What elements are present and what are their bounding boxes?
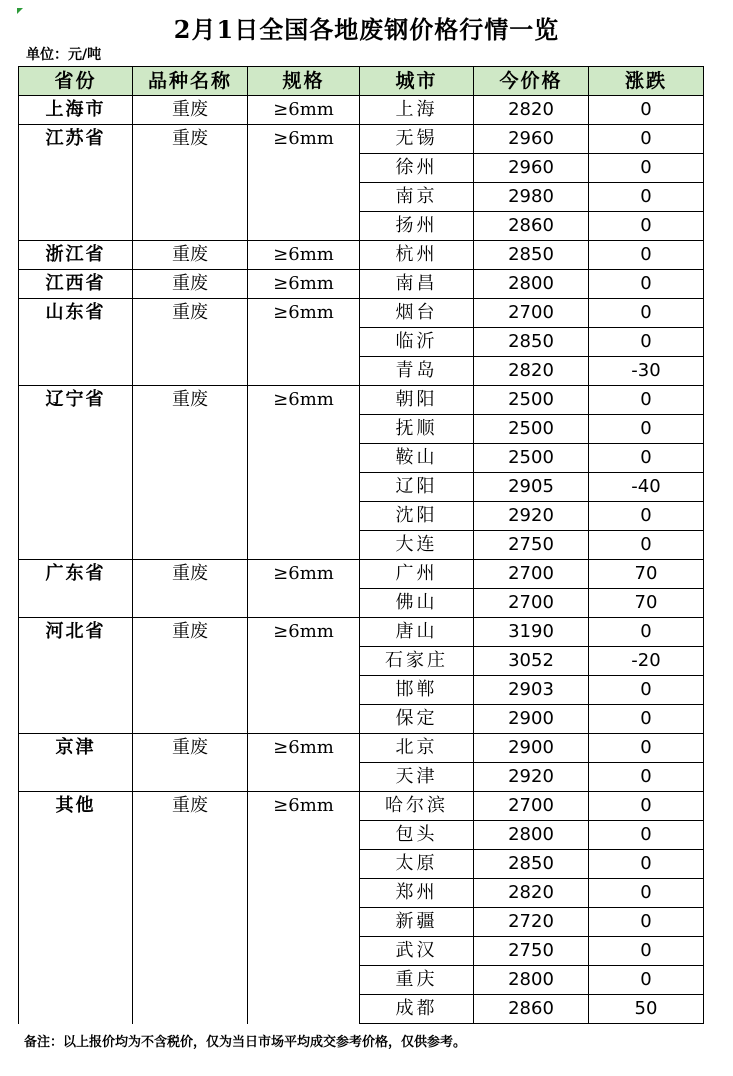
city-cell: 抚顺	[360, 415, 474, 444]
price-cell: 2900	[474, 705, 589, 734]
header-price: 今价格	[474, 67, 589, 96]
change-cell: 0	[589, 328, 704, 357]
variety-cell: 重废	[133, 560, 248, 618]
price-cell: 2860	[474, 212, 589, 241]
change-cell: 0	[589, 531, 704, 560]
table-row	[19, 96, 704, 125]
province-cell: 山东省	[19, 299, 133, 386]
city-cell: 石家庄	[360, 647, 474, 676]
spec-cell: ≥6mm	[248, 241, 360, 270]
price-cell: 2820	[474, 879, 589, 908]
city-cell: 太原	[360, 850, 474, 879]
spec-cell: ≥6mm	[248, 299, 360, 386]
city-cell: 包头	[360, 821, 474, 850]
variety-cell: 重废	[133, 792, 248, 1024]
change-cell: 0	[589, 241, 704, 270]
change-cell: 0	[589, 937, 704, 966]
change-cell: 0	[589, 415, 704, 444]
price-cell: 2750	[474, 937, 589, 966]
price-cell: 3052	[474, 647, 589, 676]
spec-cell: ≥6mm	[248, 96, 360, 125]
table-row	[19, 618, 704, 647]
table-row	[19, 734, 704, 763]
price-cell: 2860	[474, 995, 589, 1024]
city-cell: 哈尔滨	[360, 792, 474, 821]
change-cell: 50	[589, 995, 704, 1024]
city-cell: 朝阳	[360, 386, 474, 415]
city-cell: 扬州	[360, 212, 474, 241]
change-cell: 0	[589, 908, 704, 937]
change-cell: 0	[589, 444, 704, 473]
change-cell: 0	[589, 618, 704, 647]
city-cell: 北京	[360, 734, 474, 763]
header-variety: 品种名称	[133, 67, 248, 96]
price-cell: 2700	[474, 589, 589, 618]
city-cell: 大连	[360, 531, 474, 560]
price-cell: 2700	[474, 299, 589, 328]
spec-cell: ≥6mm	[248, 618, 360, 734]
change-cell: 0	[589, 734, 704, 763]
change-cell: 0	[589, 676, 704, 705]
price-cell: 2700	[474, 792, 589, 821]
city-cell: 上海	[360, 96, 474, 125]
spec-cell: ≥6mm	[248, 560, 360, 618]
price-cell: 2920	[474, 502, 589, 531]
price-cell: 2500	[474, 415, 589, 444]
price-cell: 2700	[474, 560, 589, 589]
change-cell: 0	[589, 821, 704, 850]
price-table	[18, 66, 704, 1024]
change-cell: 0	[589, 270, 704, 299]
table-row	[19, 792, 704, 821]
province-cell: 辽宁省	[19, 386, 133, 560]
price-cell: 2720	[474, 908, 589, 937]
city-cell: 重庆	[360, 966, 474, 995]
city-cell: 无锡	[360, 125, 474, 154]
change-cell: 0	[589, 850, 704, 879]
variety-cell: 重废	[133, 386, 248, 560]
city-cell: 南京	[360, 183, 474, 212]
city-cell: 鞍山	[360, 444, 474, 473]
footnote: 备注：以上报价均为不含税价，仅为当日市场平均成交参考价格，仅供参考。	[24, 1035, 467, 1050]
price-cell: 2920	[474, 763, 589, 792]
change-cell: 0	[589, 502, 704, 531]
city-cell: 武汉	[360, 937, 474, 966]
price-cell: 2980	[474, 183, 589, 212]
table-row	[19, 299, 704, 328]
city-cell: 徐州	[360, 154, 474, 183]
price-cell: 2905	[474, 473, 589, 502]
change-cell: 0	[589, 154, 704, 183]
table-row	[19, 125, 704, 154]
city-cell: 成都	[360, 995, 474, 1024]
province-cell: 浙江省	[19, 241, 133, 270]
change-cell: -40	[589, 473, 704, 502]
spec-cell: ≥6mm	[248, 734, 360, 792]
city-cell: 临沂	[360, 328, 474, 357]
province-cell: 江苏省	[19, 125, 133, 241]
change-cell: 0	[589, 386, 704, 415]
city-cell: 邯郸	[360, 676, 474, 705]
header-city: 城市	[360, 67, 474, 96]
change-cell: 0	[589, 966, 704, 995]
province-cell: 上海市	[19, 96, 133, 125]
change-cell: 70	[589, 560, 704, 589]
table-row	[19, 560, 704, 589]
city-cell: 保定	[360, 705, 474, 734]
variety-cell: 重废	[133, 618, 248, 734]
table-header-row	[19, 67, 704, 96]
price-table-body	[19, 67, 704, 1024]
city-cell: 佛山	[360, 589, 474, 618]
page-title: 2月1日全国各地废钢价格行情一览	[173, 15, 560, 44]
price-cell: 2850	[474, 328, 589, 357]
province-cell: 广东省	[19, 560, 133, 618]
city-cell: 天津	[360, 763, 474, 792]
price-cell: 2850	[474, 850, 589, 879]
price-cell: 2800	[474, 270, 589, 299]
price-cell: 2820	[474, 96, 589, 125]
price-cell: 2903	[474, 676, 589, 705]
price-cell: 2750	[474, 531, 589, 560]
header-province: 省份	[19, 67, 133, 96]
unit-label: 单位：元/吨	[26, 47, 102, 63]
province-cell: 河北省	[19, 618, 133, 734]
price-cell: 2800	[474, 966, 589, 995]
change-cell: 0	[589, 299, 704, 328]
spec-cell: ≥6mm	[248, 125, 360, 241]
variety-cell: 重废	[133, 299, 248, 386]
change-cell: -20	[589, 647, 704, 676]
spec-cell: ≥6mm	[248, 386, 360, 560]
change-cell: 0	[589, 212, 704, 241]
spec-cell: ≥6mm	[248, 270, 360, 299]
change-cell: 70	[589, 589, 704, 618]
change-cell: 0	[589, 183, 704, 212]
variety-cell: 重废	[133, 734, 248, 792]
city-cell: 广州	[360, 560, 474, 589]
price-cell: 2500	[474, 444, 589, 473]
price-cell: 2900	[474, 734, 589, 763]
price-cell: 2960	[474, 125, 589, 154]
change-cell: 0	[589, 96, 704, 125]
city-cell: 南昌	[360, 270, 474, 299]
price-cell: 2800	[474, 821, 589, 850]
city-cell: 唐山	[360, 618, 474, 647]
price-cell: 2820	[474, 357, 589, 386]
province-cell: 京津	[19, 734, 133, 792]
header-change: 涨跌	[589, 67, 704, 96]
price-cell: 2500	[474, 386, 589, 415]
city-cell: 新疆	[360, 908, 474, 937]
table-row	[19, 270, 704, 299]
price-cell: 2850	[474, 241, 589, 270]
change-cell: 0	[589, 792, 704, 821]
change-cell: -30	[589, 357, 704, 386]
price-cell: 2960	[474, 154, 589, 183]
change-cell: 0	[589, 879, 704, 908]
change-cell: 0	[589, 125, 704, 154]
province-cell: 其他	[19, 792, 133, 1024]
city-cell: 郑州	[360, 879, 474, 908]
variety-cell: 重废	[133, 125, 248, 241]
variety-cell: 重废	[133, 241, 248, 270]
city-cell: 杭州	[360, 241, 474, 270]
city-cell: 辽阳	[360, 473, 474, 502]
table-row	[19, 386, 704, 415]
header-spec: 规格	[248, 67, 360, 96]
spec-cell: ≥6mm	[248, 792, 360, 1024]
city-cell: 烟台	[360, 299, 474, 328]
city-cell: 沈阳	[360, 502, 474, 531]
table-row	[19, 241, 704, 270]
price-cell: 3190	[474, 618, 589, 647]
variety-cell: 重废	[133, 270, 248, 299]
change-cell: 0	[589, 705, 704, 734]
province-cell: 江西省	[19, 270, 133, 299]
variety-cell: 重废	[133, 96, 248, 125]
city-cell: 青岛	[360, 357, 474, 386]
change-cell: 0	[589, 763, 704, 792]
